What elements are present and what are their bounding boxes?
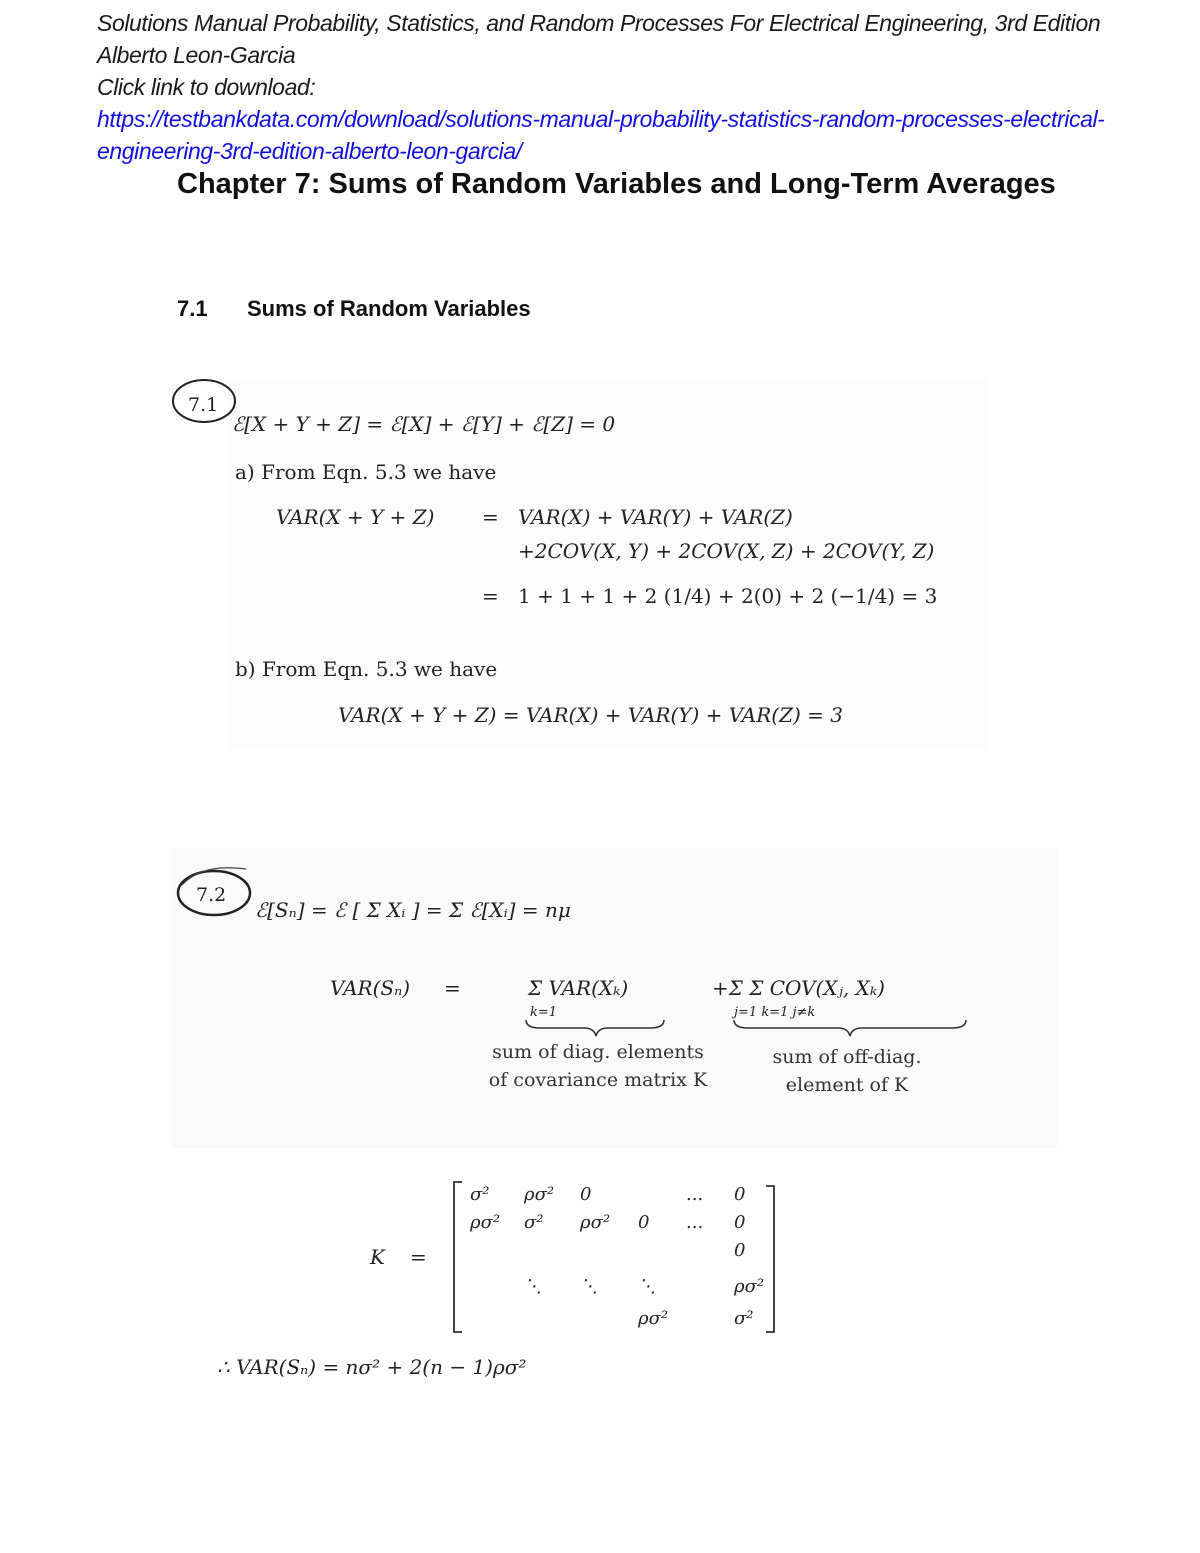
matrix-cell: 0 [734,1240,746,1261]
header-author: Alberto Leon-Garcia [97,42,296,68]
var-lhs-7-1: VAR(X + Y + Z) [276,505,435,529]
conclusion: ∴ VAR(Sₙ) = nσ² + 2(n − 1)ρσ² [217,1355,527,1379]
note-offdiag: sum of off-diag. element of K [772,1046,922,1096]
sum-offdiag: +Σ Σ COV(Xⱼ, Xₖ) [712,976,885,1000]
matrix-cell: ρσ² [638,1308,669,1329]
var-line-3: 1 + 1 + 1 + 2 (1/4) + 2(0) + 2 (−1/4) = 3 [518,584,938,608]
matrix-cell: 0 [734,1212,746,1233]
part-a-text: a) From Eqn. 5.3 we have [235,460,497,484]
matrix-cell: 0 [580,1184,592,1205]
expectation-7-1: ℰ[X + Y + Z] = ℰ[X] + ℰ[Y] + ℰ[Z] = 0 [232,412,616,436]
matrix-cell: 0 [734,1184,746,1205]
sum-offdiag-sub: j=1 k=1 j≠k [734,1005,816,1020]
equals-2: = [482,584,499,608]
equals-4: = [410,1245,427,1269]
var-b-7-1: VAR(X + Y + Z) = VAR(X) + VAR(Y) + VAR(Z) = 3 [338,703,844,727]
matrix-cell: ⋱ [524,1276,542,1297]
matrix-cell: ⋱ [638,1276,656,1297]
var-lhs-7-2: VAR(Sₙ) [330,976,410,1000]
download-link-cont[interactable]: engineering-3rd-edition-alberto-leon-garcia/ [97,138,522,164]
problem-label-7-2: 7.2 [196,884,227,906]
matrix-cell: ... [686,1184,704,1205]
var-line-2: +2COV(X, Y) + 2COV(X, Z) + 2COV(Y, Z) [518,539,935,563]
section-title: Sums of Random Variables [247,296,531,321]
matrix-label: K [370,1245,385,1269]
sum-diag: Σ VAR(Xₖ) [528,976,629,1000]
matrix-cell: ρσ² [580,1212,611,1233]
download-link[interactable]: https://testbankdata.com/download/solutions-manual-probability-statistics-random-processes-electrical- [97,106,1105,132]
matrix-cell: σ² [734,1308,754,1329]
matrix-cell: ρσ² [734,1276,765,1297]
matrix-cell: ρσ² [470,1212,501,1233]
part-b-text: b) From Eqn. 5.3 we have [235,657,498,681]
problem-label-7-1: 7.1 [188,394,219,416]
chapter-title: Chapter 7: Sums of Random Variables and Long-Term Averages [177,168,1056,200]
underbraces [520,1018,980,1040]
note-diag: sum of diag. elements of covariance matrix K [488,1041,708,1091]
section-number: 7.1 [177,296,208,321]
sum-diag-sub: k=1 [530,1005,558,1020]
matrix-cell: ... [686,1212,704,1233]
matrix-cell: ⋱ [580,1276,598,1297]
matrix-cell: 0 [638,1212,650,1233]
matrix-cell: ρσ² [524,1184,555,1205]
expectation-7-2: ℰ[Sₙ] = ℰ [ Σ Xᵢ ] = Σ ℰ[Xᵢ] = nμ [255,898,571,922]
header-line-1: Solutions Manual Probability, Statistics, and Random Processes For Electrical Engineering, 3rd Edition [97,10,1101,36]
var-line-1: VAR(X) + VAR(Y) + VAR(Z) [518,505,793,529]
equals-1: = [482,505,499,529]
equals-3: = [444,976,461,1000]
header-click: Click link to download: [97,74,316,100]
matrix-cell: σ² [524,1212,544,1233]
matrix-cell: σ² [470,1184,490,1205]
